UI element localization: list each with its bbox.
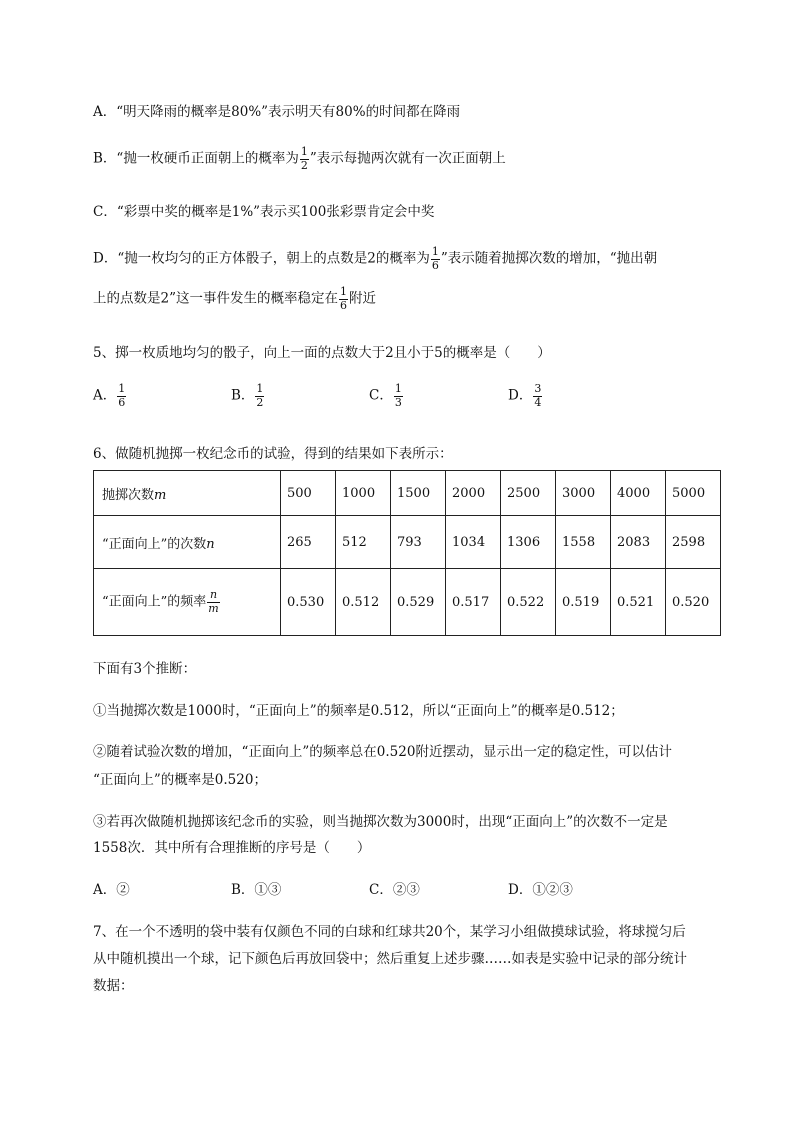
table-cell: 0.530 [281, 569, 336, 636]
q5-option-d-den: 4 [534, 395, 542, 409]
row1-var: m [154, 487, 167, 503]
q4-option-d-fraction [431, 246, 440, 272]
table-cell: 265 [281, 516, 336, 569]
q5-stem: 5、掷一枚质地均匀的骰子，向上一面的点数大于2且小于5的概率是（ ） [93, 345, 551, 361]
table-row-heads-frequency [94, 569, 721, 636]
table-cell: 1500 [391, 471, 446, 516]
q4-option-d-line2-pre: 上的点数是2”这一事件发生的概率稳定在 [93, 290, 338, 307]
q4-option-b-frac-den: 2 [300, 158, 308, 172]
q4-option-d-frac-den: 6 [431, 258, 439, 272]
q5-option-a-num: 1 [118, 382, 126, 395]
row3-fraction [207, 589, 219, 615]
table-cell: 2500 [501, 471, 556, 516]
q5-option-b-den: 2 [256, 395, 264, 409]
row3-frac-num: n [209, 587, 218, 601]
q6-option-d: D．①②③ [508, 882, 573, 898]
table-row-throws [94, 471, 721, 516]
q6-results-table [93, 470, 721, 636]
table-cell: 4000 [611, 471, 666, 516]
q6-option-c: C．②③ [369, 882, 420, 898]
table-cell: 0.517 [446, 569, 501, 636]
q5-option-a [93, 383, 127, 409]
table-row-header-throws [94, 471, 281, 516]
row2-label: “正面向上”的次数 [102, 536, 207, 552]
q4-option-d-line2-post: 附近 [349, 290, 376, 307]
table-cell: 1558 [556, 516, 611, 569]
q5-option-c-num: 1 [394, 382, 402, 395]
q4-option-b-fraction [300, 146, 309, 172]
q4-option-d-frac-num: 1 [431, 245, 439, 258]
table-cell: 2083 [611, 516, 666, 569]
q5-option-a-den: 6 [118, 395, 126, 409]
q6-inference-2-line2: “正面向上”的概率是0.520； [93, 772, 267, 788]
q4-option-d-text-post: ”表示随着抛掷次数的增加，“抛出朝 [440, 250, 658, 267]
table-row-header-heads-frequency [94, 569, 281, 636]
table-cell: 0.512 [336, 569, 391, 636]
q5-option-c-label: C． [369, 387, 393, 404]
row1-label: 抛掷次数 [102, 487, 155, 503]
q4-option-d-text-pre: D．“抛一枚均匀的正方体骰子，朝上的点数是2的概率为 [93, 250, 430, 267]
table-cell: 0.522 [501, 569, 556, 636]
q5-option-b-fraction [255, 383, 264, 409]
q6-inference-2-line1: ②随着试验次数的增加，“正面向上”的频率总在0.520附近摆动，显示出一定的稳定性，可以估计 [93, 744, 672, 760]
q6-stem: 6、做随机抛掷一枚纪念币的试验，得到的结果如下表所示： [93, 446, 453, 462]
q4-option-b-frac-num: 1 [300, 145, 308, 158]
q4-option-b [93, 146, 506, 172]
q4-option-b-text-pre: B．“抛一枚硬币正面朝上的概率为 [93, 150, 299, 167]
table-cell: 3000 [556, 471, 611, 516]
q5-option-c [369, 383, 404, 409]
q5-option-b-num: 1 [256, 382, 264, 395]
table-cell: 0.529 [391, 569, 446, 636]
q7-stem-line1: 7、在一个不透明的袋中装有仅颜色不同的白球和红球共20个，某学习小组做摸球试验，将球搅匀后 [93, 924, 686, 940]
q5-option-d-fraction [533, 383, 542, 409]
table-row-header-heads-count [94, 516, 281, 569]
q7-stem-line3: 数据： [93, 978, 134, 994]
q5-option-d [508, 383, 543, 409]
table-cell: 2598 [666, 516, 721, 569]
table-cell: 2000 [446, 471, 501, 516]
row3-label: “正面向上”的频率 [102, 594, 207, 610]
q5-option-d-num: 3 [534, 382, 542, 395]
q5-option-c-fraction [394, 383, 403, 409]
q4-option-d [93, 246, 657, 272]
table-cell: 0.519 [556, 569, 611, 636]
q6-inferences-intro: 下面有3个推断： [93, 661, 197, 677]
q5-option-a-label: A． [93, 387, 117, 404]
table-cell: 0.521 [611, 569, 666, 636]
table-cell: 512 [336, 516, 391, 569]
q6-inference-3-line1: ③若再次做随机抛掷该纪念币的实验，则当抛掷次数为3000时，出现“正面向上”的次数不一定是 [93, 814, 668, 830]
table-cell: 1034 [446, 516, 501, 569]
table-cell: 0.520 [666, 569, 721, 636]
q4-option-c: C．“彩票中奖的概率是1%”表示买100张彩票肯定会中奖 [93, 204, 435, 220]
q5-option-b-label: B． [231, 387, 255, 404]
q4-option-d-line2-frac-den: 6 [340, 298, 347, 312]
q4-option-d-line2-frac-num: 1 [340, 285, 347, 298]
q5-option-b [231, 383, 265, 409]
table-cell: 500 [281, 471, 336, 516]
table-cell: 793 [391, 516, 446, 569]
q6-inference-3-line2: 1558次．其中所有合理推断的序号是（ ） [93, 840, 371, 856]
q7-stem-line2: 从中随机摸出一个球，记下颜色后再放回袋中；然后重复上述步骤……如表是实验中记录的部分统计 [93, 951, 687, 967]
table-cell: 1000 [336, 471, 391, 516]
q4-option-a: A．“明天降雨的概率是80%”表示明天有80%的时间都在降雨 [93, 104, 461, 120]
q5-option-d-label: D． [508, 387, 533, 404]
table-row-heads-count [94, 516, 721, 569]
q6-option-b: B．①③ [231, 882, 282, 898]
q6-option-a: A．② [93, 882, 130, 898]
q5-option-c-den: 3 [394, 395, 402, 409]
table-cell: 1306 [501, 516, 556, 569]
q4-option-d-line2 [93, 286, 376, 312]
row2-var: n [206, 536, 215, 552]
q5-option-a-fraction [117, 383, 126, 409]
table-cell: 5000 [666, 471, 721, 516]
row3-frac-den: m [208, 601, 219, 615]
q4-option-b-text-post: ”表示每抛两次就有一次正面朝上 [309, 150, 506, 167]
q4-option-d-line2-fraction [339, 286, 348, 312]
q6-inference-1: ①当抛掷次数是1000时，“正面向上”的频率是0.512，所以“正面向上”的概率是0.512； [93, 703, 624, 719]
